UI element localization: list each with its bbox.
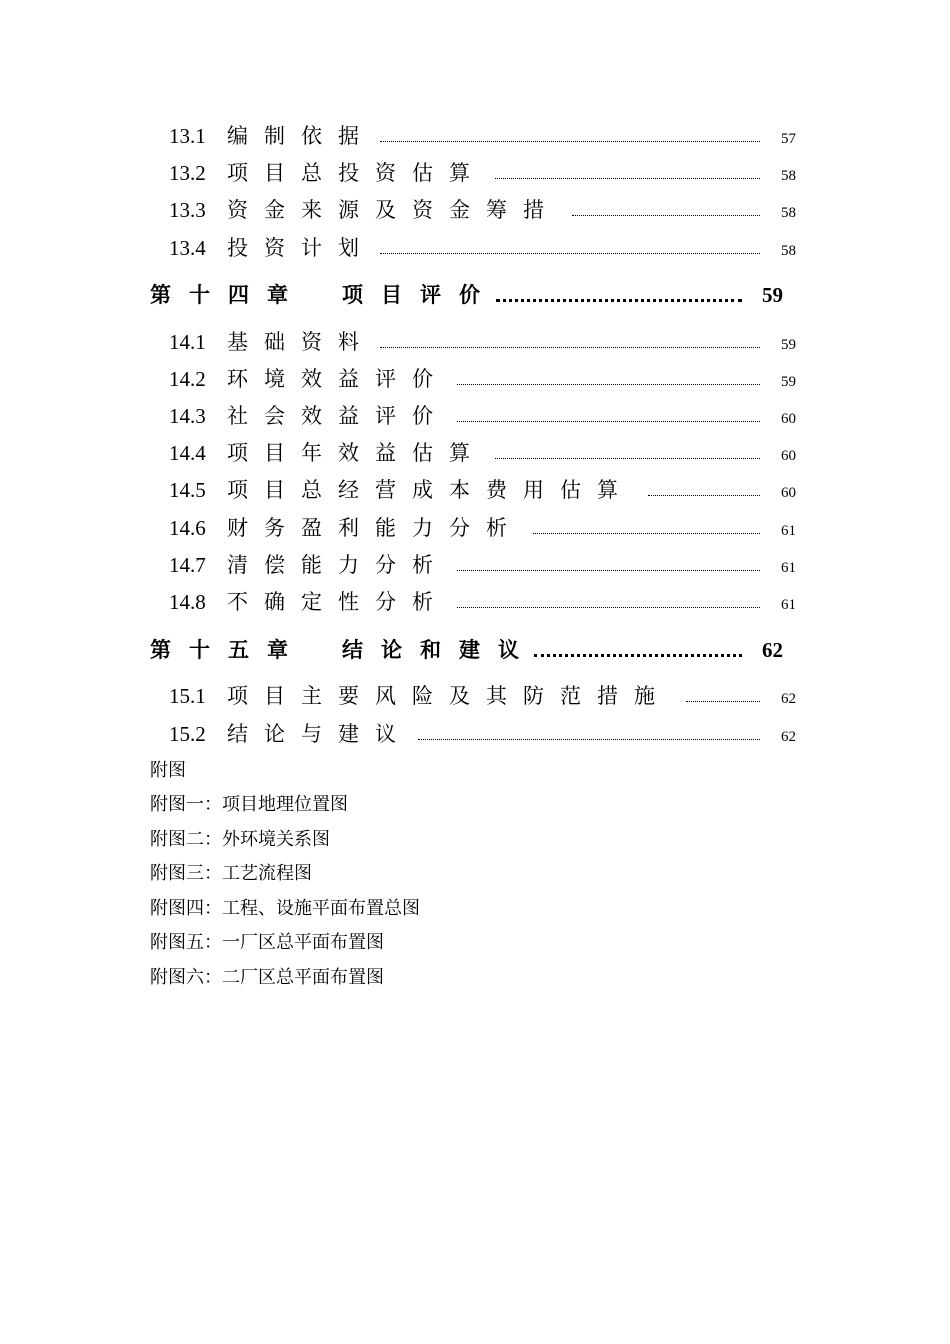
section-number: 14.3	[169, 404, 206, 428]
dot-leader	[648, 495, 760, 496]
page-number: 61	[781, 597, 796, 613]
dot-leader	[457, 570, 760, 571]
toc-entry[interactable]	[0, 717, 950, 751]
dot-leader	[495, 458, 760, 459]
toc-entry[interactable]	[0, 325, 950, 359]
dot-leader	[380, 141, 760, 142]
chapter-label: 第十四章	[150, 282, 306, 307]
section-title: 项目总经营成本费用估算	[227, 478, 634, 502]
toc-entry[interactable]	[0, 679, 950, 713]
page-number: 58	[781, 243, 796, 259]
dot-leader	[534, 654, 742, 657]
dot-leader	[457, 421, 760, 422]
toc-entry[interactable]	[0, 231, 950, 265]
appendix-item[interactable]: 附图四：工程、设施平面布置总图	[150, 898, 420, 919]
page-number: 60	[781, 485, 796, 501]
chapter-title: 结论和建议	[342, 637, 537, 662]
toc-entry[interactable]	[0, 585, 950, 619]
section-title: 项目年效益估算	[227, 441, 486, 465]
page-number: 58	[781, 205, 796, 221]
toc-entry[interactable]	[0, 511, 950, 545]
toc-entry[interactable]	[0, 473, 950, 507]
section-number: 14.7	[169, 553, 206, 577]
section-number: 13.2	[169, 161, 206, 185]
section-number: 15.2	[169, 722, 206, 746]
section-title: 项目总投资估算	[227, 161, 486, 185]
section-number: 14.2	[169, 367, 206, 391]
page-number: 61	[781, 523, 796, 539]
appendix-heading: 附图	[150, 760, 186, 781]
section-title: 社会效益评价	[227, 404, 449, 428]
section-number: 14.5	[169, 478, 206, 502]
page-number: 60	[781, 448, 796, 464]
chapter-title: 项目评价	[342, 282, 498, 307]
page-number: 57	[781, 131, 796, 147]
section-title: 投资计划	[227, 236, 375, 260]
section-title: 编制依据	[227, 124, 375, 148]
dot-leader	[457, 607, 760, 608]
section-number: 13.4	[169, 236, 206, 260]
dot-leader	[496, 299, 742, 302]
dot-leader	[418, 739, 760, 740]
toc-entry[interactable]	[0, 436, 950, 470]
page-number: 59	[781, 337, 796, 353]
dot-leader	[533, 533, 760, 534]
section-title: 财务盈利能力分析	[227, 516, 523, 540]
dot-leader	[380, 253, 760, 254]
dot-leader	[380, 347, 760, 348]
section-number: 13.3	[169, 198, 206, 222]
appendix-item[interactable]: 附图三：工艺流程图	[150, 863, 312, 884]
section-title: 清偿能力分析	[227, 553, 449, 577]
section-title: 环境效益评价	[227, 367, 449, 391]
section-title: 资金来源及资金筹措	[227, 198, 560, 222]
appendix-item[interactable]: 附图五：一厂区总平面布置图	[150, 932, 384, 953]
section-title: 项目主要风险及其防范措施	[227, 684, 671, 708]
appendix-item[interactable]: 附图一：项目地理位置图	[150, 794, 348, 815]
section-number: 15.1	[169, 684, 206, 708]
dot-leader	[572, 215, 760, 216]
chapter-label: 第十五章	[150, 637, 306, 662]
toc-entry[interactable]	[0, 548, 950, 582]
toc-entry[interactable]	[0, 399, 950, 433]
chapter-page-number: 59	[762, 283, 783, 307]
page-number: 62	[781, 691, 796, 707]
dot-leader	[686, 701, 760, 702]
section-number: 14.1	[169, 330, 206, 354]
section-number: 14.6	[169, 516, 206, 540]
page-number: 60	[781, 411, 796, 427]
page-number: 62	[781, 729, 796, 745]
toc-chapter-entry[interactable]	[0, 278, 950, 312]
page-number: 59	[781, 374, 796, 390]
page-number: 61	[781, 560, 796, 576]
dot-leader	[495, 178, 760, 179]
toc-chapter-entry[interactable]	[0, 633, 950, 667]
toc-entry[interactable]	[0, 193, 950, 227]
section-title: 基础资料	[227, 330, 375, 354]
section-title: 结论与建议	[227, 722, 412, 746]
page-number: 58	[781, 168, 796, 184]
toc-entry[interactable]	[0, 119, 950, 153]
appendix-item[interactable]: 附图二：外环境关系图	[150, 829, 330, 850]
toc-entry[interactable]	[0, 362, 950, 396]
dot-leader	[457, 384, 760, 385]
toc-entry[interactable]	[0, 156, 950, 190]
section-number: 13.1	[169, 124, 206, 148]
section-number: 14.4	[169, 441, 206, 465]
appendix-item[interactable]: 附图六：二厂区总平面布置图	[150, 967, 384, 988]
section-number: 14.8	[169, 590, 206, 614]
section-title: 不确定性分析	[227, 590, 449, 614]
chapter-page-number: 62	[762, 638, 783, 662]
